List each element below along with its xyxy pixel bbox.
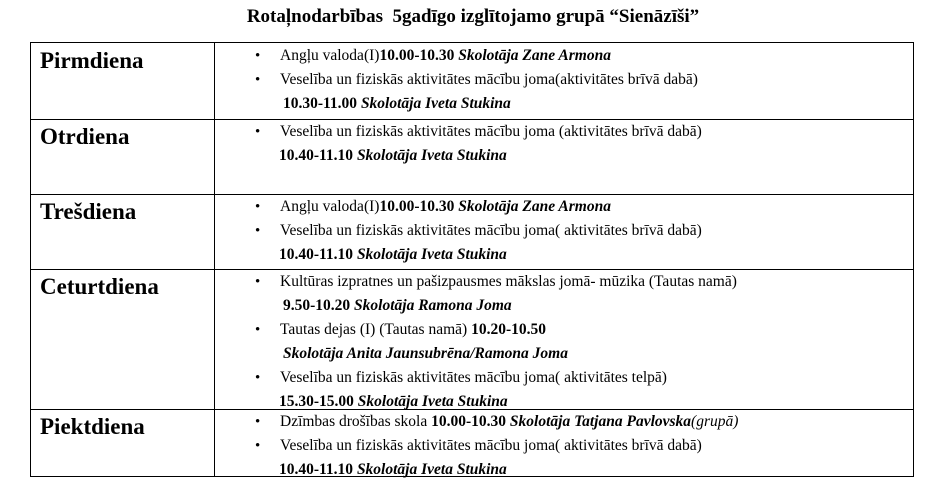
page-title: Rotaļnodarbības 5gadīgo izglītojamo grupā “Sienāzīši” xyxy=(246,6,700,27)
activity-text-part: Veselība un fiziskās aktivitātes mācību joma( aktivitātes brīvā dabā) xyxy=(280,437,702,454)
bullet-icon: • xyxy=(255,370,261,386)
activity-text-part: Angļu valoda(I) xyxy=(280,198,380,215)
activity-text-part: (grupā) xyxy=(691,413,739,430)
bullet-icon: • xyxy=(255,48,261,64)
activity-text-part: Dzīmbas drošības skola xyxy=(280,413,432,430)
activity-time-teacher xyxy=(279,146,507,166)
activity-item xyxy=(280,436,702,456)
bullet-icon: • xyxy=(255,438,261,454)
day-label: Otrdiena xyxy=(40,124,130,149)
activity-text-part: 10.40-11.10 xyxy=(279,461,357,478)
row-divider xyxy=(31,194,913,195)
activity-text-part: 9.50-10.20 xyxy=(283,297,355,314)
day-label: Piektdiena xyxy=(40,414,145,439)
activity-time-teacher xyxy=(279,245,507,265)
activity-text-part: Skolotāja Tatjana Pavlovska xyxy=(509,413,692,430)
activity-item xyxy=(280,46,611,66)
activity-time-teacher xyxy=(283,296,512,316)
day-label: Ceturtdiena xyxy=(40,274,159,299)
activity-text-part: Skolotāja Iveta Stukina xyxy=(356,147,507,164)
activity-text-part: Skolotāja Iveta Stukina xyxy=(356,461,507,478)
activity-item xyxy=(280,272,737,292)
column-divider xyxy=(214,43,215,476)
activity-text-part: 10.20-10.50 xyxy=(471,321,546,338)
activity-text-part: Skolotāja Iveta Stukina xyxy=(357,393,508,410)
activity-time-teacher xyxy=(279,460,507,480)
bullet-icon: • xyxy=(255,199,261,215)
bullet-icon: • xyxy=(255,322,261,338)
activity-text-part: Kultūras izpratnes un pašizpausmes mākslas jomā- mūzika (Tautas namā) xyxy=(280,273,737,290)
activity-text-part: 10.40-11.10 xyxy=(279,147,357,164)
activity-text-part: 10.30-11.00 xyxy=(283,95,361,112)
activity-text-part: Skolotāja Iveta Stukina xyxy=(356,246,507,263)
activity-item xyxy=(280,197,611,217)
activity-item xyxy=(280,368,667,388)
activity-text-part: Veselība un fiziskās aktivitātes mācību joma( aktivitātes telpā) xyxy=(280,369,667,386)
activity-text-part: Skolotāja Anita Jaunsubrēna/Ramona Joma xyxy=(283,345,568,362)
activity-text-part: Skolotāja Ramona Joma xyxy=(354,297,512,314)
activity-text-part: 15.30-15.00 xyxy=(279,393,358,410)
activity-item xyxy=(280,122,702,142)
activity-text-part: 10.40-11.10 xyxy=(279,246,357,263)
day-label: Trešdiena xyxy=(40,199,137,224)
activity-item xyxy=(280,70,698,90)
activity-time-teacher xyxy=(279,392,508,412)
activity-item xyxy=(280,412,738,432)
activity-text-part: Skolotāja Zane Armona xyxy=(458,198,611,215)
bullet-icon: • xyxy=(255,274,261,290)
activity-text-part: 10.00-10.30 xyxy=(379,47,459,64)
row-divider xyxy=(31,269,913,270)
activity-time-teacher xyxy=(283,344,568,364)
bullet-icon: • xyxy=(255,223,261,239)
schedule-table xyxy=(30,42,914,477)
activity-text-part: Veselība un fiziskās aktivitātes mācību joma(aktivitātes brīvā dabā) xyxy=(280,71,698,88)
bullet-icon: • xyxy=(255,72,261,88)
activity-item xyxy=(280,320,546,340)
bullet-icon: • xyxy=(255,124,261,140)
activity-text-part: Skolotāja Iveta Stukina xyxy=(360,95,511,112)
activity-text-part: Angļu valoda(I) xyxy=(280,47,380,64)
day-label: Pirmdiena xyxy=(40,48,144,73)
activity-item xyxy=(280,221,702,241)
activity-text-part: Tautas dejas (I) (Tautas namā) xyxy=(280,321,472,338)
activity-text-part: Veselība un fiziskās aktivitātes mācību joma (aktivitātes brīvā dabā) xyxy=(280,123,702,140)
activity-text-part: 10.00-10.30 xyxy=(431,413,510,430)
activity-text-part: 10.00-10.30 xyxy=(379,198,459,215)
bullet-icon: • xyxy=(255,414,261,430)
row-divider xyxy=(31,119,913,120)
activity-text-part: Veselība un fiziskās aktivitātes mācību joma( aktivitātes brīvā dabā) xyxy=(280,222,702,239)
activity-text-part: Skolotāja Zane Armona xyxy=(458,47,611,64)
activity-time-teacher xyxy=(283,94,511,114)
